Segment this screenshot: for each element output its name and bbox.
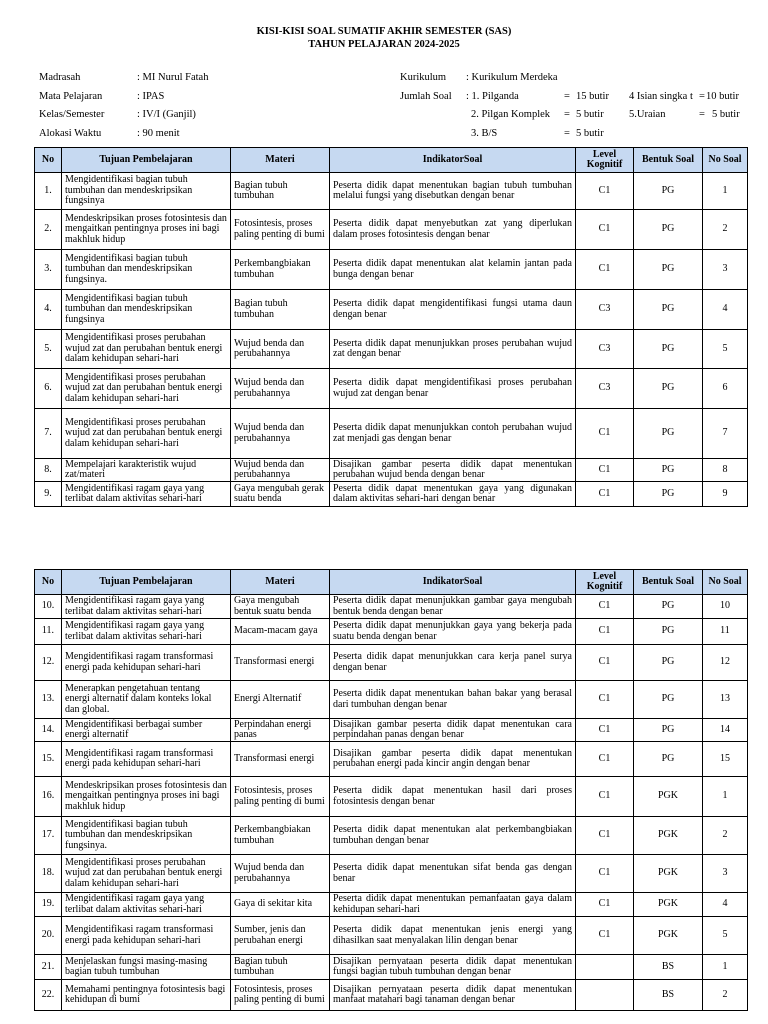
- header-materi: Materi: [231, 570, 330, 595]
- cell-indikator: Peserta didik dapat menentukan hasil dari proses fotosintesis dengan benar: [330, 777, 576, 817]
- cell-bentuk: BS: [634, 980, 703, 1011]
- cell-no: 11.: [35, 619, 62, 645]
- cell-tujuan: Mengidentifikasi proses perubahan wujud zat dan perubahan bentuk energi dalam kehidupan sehari-hari: [62, 369, 231, 409]
- header-bentuk: Bentuk Soal: [634, 148, 703, 173]
- cell-level: [576, 955, 634, 980]
- soal-count-pilgan-komplek: 5 butir: [576, 109, 604, 120]
- table-row: [35, 250, 748, 290]
- cell-indikator: Peserta didik dapat mengidentifikasi proses perubahan wujud zat dengan benar: [330, 369, 576, 409]
- cell-level: C3: [576, 330, 634, 369]
- table-row: [35, 595, 748, 619]
- table-row: [35, 409, 748, 459]
- cell-no: 17.: [35, 817, 62, 855]
- meta-kelas-value: : IV/I (Ganjil): [137, 109, 196, 120]
- cell-bentuk: PG: [634, 330, 703, 369]
- cell-bentuk: PGK: [634, 893, 703, 917]
- table-row: [35, 290, 748, 330]
- cell-no: 21.: [35, 955, 62, 980]
- cell-no-soal: 2: [703, 210, 748, 250]
- cell-level: C1: [576, 173, 634, 210]
- cell-no-soal: 9: [703, 482, 748, 507]
- header-level: Level Kognitif: [576, 570, 634, 595]
- cell-bentuk: PG: [634, 173, 703, 210]
- cell-materi: Perpindahan energi panas: [231, 719, 330, 742]
- cell-no: 5.: [35, 330, 62, 369]
- cell-indikator: Peserta didik dapat menentukan bagian tubuh tumbuhan melalui fungsi yang disebutkan dengan benar: [330, 173, 576, 210]
- cell-level: C1: [576, 250, 634, 290]
- title-line-2: TAHUN PELAJARAN 2024-2025: [308, 38, 460, 50]
- cell-no: 4.: [35, 290, 62, 330]
- table-header-row: [35, 148, 748, 173]
- soal-eq: =: [564, 91, 570, 102]
- cell-no-soal: 2: [703, 980, 748, 1011]
- header-no: No: [35, 570, 62, 595]
- cell-materi: Transformasi energi: [231, 742, 330, 777]
- cell-materi: Bagian tubuh tumbuhan: [231, 290, 330, 330]
- cell-materi: Gaya di sekitar kita: [231, 893, 330, 917]
- cell-bentuk: PG: [634, 409, 703, 459]
- meta-madrasah-value: : MI Nurul Fatah: [137, 72, 209, 83]
- document-title: [0, 26, 768, 51]
- cell-materi: Wujud benda dan perubahannya: [231, 330, 330, 369]
- soal-eq: =: [699, 91, 705, 102]
- cell-no-soal: 1: [703, 955, 748, 980]
- cell-no: 10.: [35, 595, 62, 619]
- table-row: [35, 955, 748, 980]
- cell-materi: Macam-macam gaya: [231, 619, 330, 645]
- header-tujuan: Tujuan Pembelajaran: [62, 570, 231, 595]
- table-row: [35, 459, 748, 482]
- cell-bentuk: PGK: [634, 817, 703, 855]
- cell-materi: Fotosintesis, proses paling penting di bumi: [231, 777, 330, 817]
- cell-tujuan: Mengidentifikasi bagian tubuh tumbuhan dan mendeskripsikan fungsinya: [62, 173, 231, 210]
- cell-indikator: Peserta didik dapat menentukan sifat benda gas dengan benar: [330, 855, 576, 893]
- cell-level: C1: [576, 210, 634, 250]
- cell-indikator: Peserta didik dapat menunjukkan contoh perubahan wujud zat menjadi gas dengan benar: [330, 409, 576, 459]
- cell-indikator: Peserta didik dapat menentukan alat kelamin jantan pada bunga dengan benar: [330, 250, 576, 290]
- cell-level: C1: [576, 595, 634, 619]
- cell-level: C3: [576, 290, 634, 330]
- meta-madrasah-label: Madrasah: [39, 72, 81, 83]
- cell-no-soal: 3: [703, 250, 748, 290]
- cell-bentuk: PG: [634, 482, 703, 507]
- cell-bentuk: PGK: [634, 777, 703, 817]
- cell-indikator: Disajikan gambar peserta didik dapat menentukan cara perpindahan panas dengan benar: [330, 719, 576, 742]
- soal-eq: =: [564, 128, 570, 139]
- meta-alokasi-label: Alokasi Waktu: [39, 128, 102, 139]
- cell-bentuk: PG: [634, 250, 703, 290]
- cell-materi: Fotosintesis, proses paling penting di bumi: [231, 210, 330, 250]
- header-no-soal: No Soal: [703, 570, 748, 595]
- soal-count-isian: 10 butir: [706, 91, 739, 102]
- soal-type-bs: 3. B/S: [471, 128, 498, 139]
- table-row: [35, 817, 748, 855]
- cell-tujuan: Mendeskripsikan proses fotosintesis dan mengaitkan pentingnya proses ini bagi makhluk hidup: [62, 210, 231, 250]
- cell-indikator: Peserta didik dapat menunjukkan gambar gaya mengubah bentuk benda dengan benar: [330, 595, 576, 619]
- cell-indikator: Peserta didik dapat menentukan alat perkembangbiakan tumbuhan dengan benar: [330, 817, 576, 855]
- table-row: [35, 210, 748, 250]
- cell-indikator: Peserta didik dapat menunjukkan proses perubahan wujud zat dengan benar: [330, 330, 576, 369]
- cell-bentuk: PG: [634, 742, 703, 777]
- cell-bentuk: PG: [634, 290, 703, 330]
- table-row: [35, 369, 748, 409]
- cell-no-soal: 11: [703, 619, 748, 645]
- cell-level: C1: [576, 459, 634, 482]
- cell-materi: Bagian tubuh tumbuhan: [231, 955, 330, 980]
- cell-no: 7.: [35, 409, 62, 459]
- meta-kurikulum-value: : Kurikulum Merdeka: [466, 72, 558, 83]
- cell-tujuan: Menerapkan pengetahuan tentang energi alternatif dalam konteks lokal dan global.: [62, 681, 231, 719]
- cell-materi: Perkembangbiakan tumbuhan: [231, 817, 330, 855]
- cell-tujuan: Mengidentifikasi proses perubahan wujud zat dan perubahan bentuk energi dalam kehidupan sehari-hari: [62, 409, 231, 459]
- cell-bentuk: PG: [634, 459, 703, 482]
- header-indikator: IndikatorSoal: [330, 148, 576, 173]
- cell-tujuan: Mengidentifikasi ragam gaya yang terlibat dalam aktivitas sehari-hari: [62, 619, 231, 645]
- cell-no-soal: 4: [703, 290, 748, 330]
- cell-level: C1: [576, 777, 634, 817]
- meta-mapel-value: : IPAS: [137, 91, 165, 102]
- cell-level: C1: [576, 917, 634, 955]
- header-no: No: [35, 148, 62, 173]
- cell-tujuan: Mengidentifikasi ragam gaya yang terlibat dalam aktivitas sehari-hari: [62, 595, 231, 619]
- cell-materi: Wujud benda dan perubahannya: [231, 459, 330, 482]
- cell-no-soal: 12: [703, 645, 748, 681]
- soal-type-uraian: 5.Uraian: [629, 109, 666, 120]
- table-row: [35, 482, 748, 507]
- cell-tujuan: Mengidentifikasi ragam transformasi energi pada kehidupan sehari-hari: [62, 917, 231, 955]
- title-line-1: KISI-KISI SOAL SUMATIF AKHIR SEMESTER (SAS): [256, 26, 512, 37]
- cell-materi: Wujud benda dan perubahannya: [231, 409, 330, 459]
- cell-no: 18.: [35, 855, 62, 893]
- cell-level: C1: [576, 893, 634, 917]
- cell-level: C1: [576, 409, 634, 459]
- cell-bentuk: PG: [634, 369, 703, 409]
- soal-count-pilganda: 15 butir: [576, 91, 609, 102]
- soal-type-pilganda: : 1. Pilganda: [466, 91, 519, 102]
- cell-no: 19.: [35, 893, 62, 917]
- header-tujuan: Tujuan Pembelajaran: [62, 148, 231, 173]
- soal-eq: =: [564, 109, 570, 120]
- cell-tujuan: Memahami pentingnya fotosintesis bagi kehidupan di bumi: [62, 980, 231, 1011]
- cell-no-soal: 14: [703, 719, 748, 742]
- header-no-soal: No Soal: [703, 148, 748, 173]
- cell-no: 14.: [35, 719, 62, 742]
- cell-materi: Fotosintesis, proses paling penting di bumi: [231, 980, 330, 1011]
- cell-indikator: Peserta didik dapat menunjukkan cara kerja panel surya dengan benar: [330, 645, 576, 681]
- cell-no-soal: 3: [703, 855, 748, 893]
- cell-indikator: Peserta didik dapat menentukan gaya yang digunakan dalam aktivitas sehari-hari dengan benar: [330, 482, 576, 507]
- cell-no-soal: 10: [703, 595, 748, 619]
- cell-no: 12.: [35, 645, 62, 681]
- cell-materi: Sumber, jenis dan perubahan energi: [231, 917, 330, 955]
- cell-indikator: Disajikan pernyataan peserta didik dapat menentukan fungsi bagian tubuh tumbuhan dengan benar: [330, 955, 576, 980]
- cell-level: [576, 980, 634, 1011]
- table-row: [35, 681, 748, 719]
- cell-no: 3.: [35, 250, 62, 290]
- cell-bentuk: PG: [634, 595, 703, 619]
- cell-indikator: Peserta didik dapat menyebutkan zat yang diperlukan dalam proses fotosintesis dengan benar: [330, 210, 576, 250]
- cell-tujuan: Mengidentifikasi bagian tubuh tumbuhan dan mendeskripsikan fungsinya.: [62, 817, 231, 855]
- table-row: [35, 980, 748, 1011]
- soal-count-uraian: 5 butir: [712, 109, 740, 120]
- cell-tujuan: Mengidentifikasi bagian tubuh tumbuhan dan mendeskripsikan fungsinya: [62, 290, 231, 330]
- cell-no: 1.: [35, 173, 62, 210]
- cell-tujuan: Mempelajari karakteristik wujud zat/materi: [62, 459, 231, 482]
- cell-level: C1: [576, 817, 634, 855]
- meta-kelas-label: Kelas/Semester: [39, 109, 105, 120]
- cell-indikator: Peserta didik dapat menentukan pemanfaatan gaya dalam kehidupan sehari-hari: [330, 893, 576, 917]
- table-row: [35, 893, 748, 917]
- header-indikator: IndikatorSoal: [330, 570, 576, 595]
- table-header-row: [35, 570, 748, 595]
- cell-no-soal: 1: [703, 777, 748, 817]
- cell-bentuk: PGK: [634, 855, 703, 893]
- cell-bentuk: PG: [634, 645, 703, 681]
- cell-level: C3: [576, 369, 634, 409]
- cell-tujuan: Mengidentifikasi ragam gaya yang terlibat dalam aktivitas sehari-hari: [62, 482, 231, 507]
- cell-bentuk: PG: [634, 719, 703, 742]
- kisi-kisi-table-1: [34, 147, 748, 507]
- cell-indikator: Disajikan gambar peserta didik dapat menentukan perubahan energi pada kincir angin dengan benar: [330, 742, 576, 777]
- cell-tujuan: Mendeskripsikan proses fotosintesis dan mengaitkan pentingnya proses ini bagi makhluk hidup: [62, 777, 231, 817]
- meta-mapel-label: Mata Pelajaran: [39, 91, 103, 102]
- meta-alokasi-value: : 90 menit: [137, 128, 180, 139]
- cell-materi: Gaya mengubah bentuk suatu benda: [231, 595, 330, 619]
- cell-no: 20.: [35, 917, 62, 955]
- cell-tujuan: Mengidentifikasi bagian tubuh tumbuhan dan mendeskripsikan fungsinya.: [62, 250, 231, 290]
- cell-no: 15.: [35, 742, 62, 777]
- table-row: [35, 645, 748, 681]
- soal-type-isian: 4 Isian singka t: [629, 91, 693, 102]
- cell-level: C1: [576, 482, 634, 507]
- cell-bentuk: BS: [634, 955, 703, 980]
- cell-no-soal: 4: [703, 893, 748, 917]
- cell-no: 6.: [35, 369, 62, 409]
- header-bentuk: Bentuk Soal: [634, 570, 703, 595]
- cell-indikator: Peserta didik dapat menunjukkan gaya yang bekerja pada suatu benda dengan benar: [330, 619, 576, 645]
- cell-materi: Gaya mengubah gerak suatu benda: [231, 482, 330, 507]
- cell-bentuk: PG: [634, 681, 703, 719]
- cell-no-soal: 15: [703, 742, 748, 777]
- table-row: [35, 719, 748, 742]
- cell-indikator: Peserta didik dapat menentukan jenis energi yang dihasilkan saat menyalakan lilin dengan benar: [330, 917, 576, 955]
- cell-no: 22.: [35, 980, 62, 1011]
- soal-type-pilgan-komplek: 2. Pilgan Komplek: [471, 109, 551, 120]
- cell-level: C1: [576, 645, 634, 681]
- soal-eq: =: [699, 109, 705, 120]
- cell-bentuk: PGK: [634, 917, 703, 955]
- meta-kurikulum-label: Kurikulum: [400, 72, 447, 83]
- table-row: [35, 917, 748, 955]
- cell-no: 2.: [35, 210, 62, 250]
- cell-materi: Energi Alternatif: [231, 681, 330, 719]
- table-row: [35, 619, 748, 645]
- cell-tujuan: Menjelaskan fungsi masing-masing bagian tubuh tumbuhan: [62, 955, 231, 980]
- cell-no: 9.: [35, 482, 62, 507]
- soal-count-bs: 5 butir: [576, 128, 604, 139]
- cell-no-soal: 8: [703, 459, 748, 482]
- cell-indikator: Peserta didik dapat menentukan bahan bakar yang berasal dari tumbuhan dengan benar: [330, 681, 576, 719]
- cell-bentuk: PG: [634, 619, 703, 645]
- cell-level: C1: [576, 619, 634, 645]
- cell-tujuan: Mengidentifikasi berbagai sumber energi alternatif: [62, 719, 231, 742]
- cell-materi: Wujud benda dan perubahannya: [231, 369, 330, 409]
- cell-indikator: Disajikan pernyataan peserta didik dapat menentukan manfaat matahari bagi tanaman dengan benar: [330, 980, 576, 1011]
- kisi-kisi-table-2: [34, 569, 748, 1011]
- cell-no-soal: 5: [703, 917, 748, 955]
- table-row: [35, 330, 748, 369]
- cell-level: C1: [576, 855, 634, 893]
- cell-level: C1: [576, 719, 634, 742]
- table-row: [35, 173, 748, 210]
- cell-no-soal: 13: [703, 681, 748, 719]
- cell-tujuan: Mengidentifikasi ragam gaya yang terlibat dalam aktivitas sehari-hari: [62, 893, 231, 917]
- cell-no: 16.: [35, 777, 62, 817]
- cell-no: 8.: [35, 459, 62, 482]
- cell-tujuan: Mengidentifikasi ragam transformasi energi pada kehidupan sehari-hari: [62, 742, 231, 777]
- cell-materi: Perkembangbiakan tumbuhan: [231, 250, 330, 290]
- cell-level: C1: [576, 681, 634, 719]
- cell-indikator: Peserta didik dapat mengidentifikasi fungsi utama daun dengan benar: [330, 290, 576, 330]
- cell-materi: Wujud benda dan perubahannya: [231, 855, 330, 893]
- cell-no-soal: 7: [703, 409, 748, 459]
- cell-materi: Bagian tubuh tumbuhan: [231, 173, 330, 210]
- table-row: [35, 777, 748, 817]
- cell-no: 13.: [35, 681, 62, 719]
- header-materi: Materi: [231, 148, 330, 173]
- cell-bentuk: PG: [634, 210, 703, 250]
- meta-jumlah-label: Jumlah Soal: [400, 91, 452, 102]
- cell-indikator: Disajikan gambar peserta didik dapat menentukan perubahan wujud benda dengan benar: [330, 459, 576, 482]
- cell-tujuan: Mengidentifikasi ragam transformasi energi pada kehidupan sehari-hari: [62, 645, 231, 681]
- table-row: [35, 855, 748, 893]
- cell-no-soal: 1: [703, 173, 748, 210]
- cell-tujuan: Mengidentifikasi proses perubahan wujud zat dan perubahan bentuk energi dalam kehidupan sehari-hari: [62, 330, 231, 369]
- cell-tujuan: Mengidentifikasi proses perubahan wujud zat dan perubahan bentuk energi dalam kehidupan sehari-hari: [62, 855, 231, 893]
- header-level: Level Kognitif: [576, 148, 634, 173]
- cell-level: C1: [576, 742, 634, 777]
- table-row: [35, 742, 748, 777]
- cell-no-soal: 5: [703, 330, 748, 369]
- cell-no-soal: 6: [703, 369, 748, 409]
- cell-materi: Transformasi energi: [231, 645, 330, 681]
- cell-no-soal: 2: [703, 817, 748, 855]
